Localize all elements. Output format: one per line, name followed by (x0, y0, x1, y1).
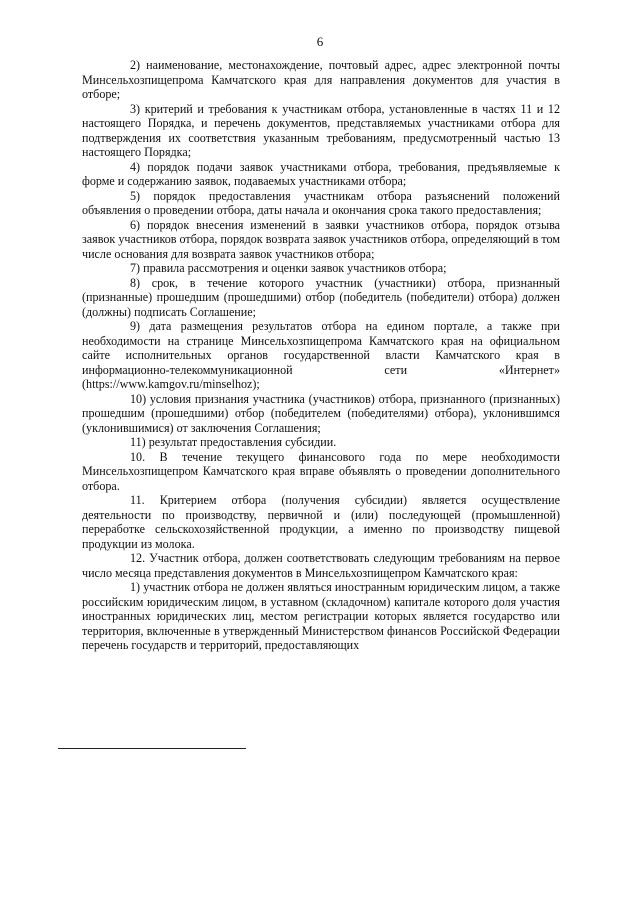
page-number: 6 (316, 34, 324, 49)
paragraph-subitem-1: 1) участник отбора не должен являться иностранным юридическим лицом, а также российским юридическим лицом, в уставном (складочном) капитале которого доля участия иностранных юридических лиц, местом регистрации которых является государство или территория, включенные в утвержденный Министерством финансов Российской Федерации перечень государств и территорий, предоставляющих (82, 580, 560, 652)
document-body (82, 58, 560, 653)
paragraph-item-5: 5) порядок предоставления участникам отбора разъяснений положений объявления о проведении отбора, даты начала и окончания срока такого предоставления; (82, 188, 560, 217)
paragraph-section-12: 12. Участник отбора, должен соответствовать следующим требованиям на первое число месяца представления документов в Минсельхозпищепром Камчатского края: (82, 551, 560, 580)
paragraph-item-7: 7) правила рассмотрения и оценки заявок участников отбора; (130, 261, 447, 275)
paragraph-item-10: 10) условия признания участника (участников) отбора, признанного (признанных) прошедшим (прошедшими) отбор (победителем (победителями) отбора), уклонившимся (уклонившимися) от заключения Соглашения; (82, 391, 560, 435)
paragraph-item-2: 2) наименование, местонахождение, почтовый адрес, адрес электронной почты Минсельхозпищепрома Камчатского края для направления документов для участия в отборе; (82, 58, 560, 101)
paragraph-section-11: 11. Критерием отбора (получения субсидии) является осуществление деятельности по производству, первичной и (или) последующей (промышленной) переработке сельскохозяйственной продукции, а именно по производству пищевой продукции из молока. (82, 493, 560, 551)
paragraph-item-11: 11) результат предоставления субсидии. (130, 435, 337, 449)
paragraph-section-10: 10. В течение текущего финансового года по мере необходимости Минсельхозпищепром Камчатского края вправе объявлять о проведении дополнительного отбора. (82, 449, 560, 493)
paragraph-item-6: 6) порядок внесения изменений в заявки участников отбора, порядок отзыва заявок участников отбора, порядок возврата заявок участников отбора, определяющий в том числе основания для возврата заявок участников отбора; (82, 217, 560, 261)
paragraph-item-3: 3) критерий и требования к участникам отбора, установленные в частях 11 и 12 настоящего Порядка, и перечень документов, представляемых участниками отбора для подтверждения их соответствия указанным требованиям, предусмотренный частью 13 настоящего Порядка; (82, 101, 560, 159)
paragraph-item-8: 8) срок, в течение которого участник (участники) отбора, признанный (признанные) прошедшим (прошедшими) отбор (победитель (победители) отбора) должен (должны) подписать Соглашение; (82, 275, 560, 319)
paragraph-item-9: 9) дата размещения результатов отбора на едином портале, а также при необходимости на странице Минсельхозпищепрома Камчатского края на официальном сайте исполнительных органов государственной власти Камчатского края в информационно-телекоммуникационной сети «Интернет» (https://www.kamgov.ru/minselhoz); (82, 319, 560, 391)
footer-divider (58, 748, 246, 749)
paragraph-item-4: 4) порядок подачи заявок участниками отбора, требования, предъявляемые к форме и содержанию заявок, подаваемых участниками отбора; (82, 159, 560, 188)
